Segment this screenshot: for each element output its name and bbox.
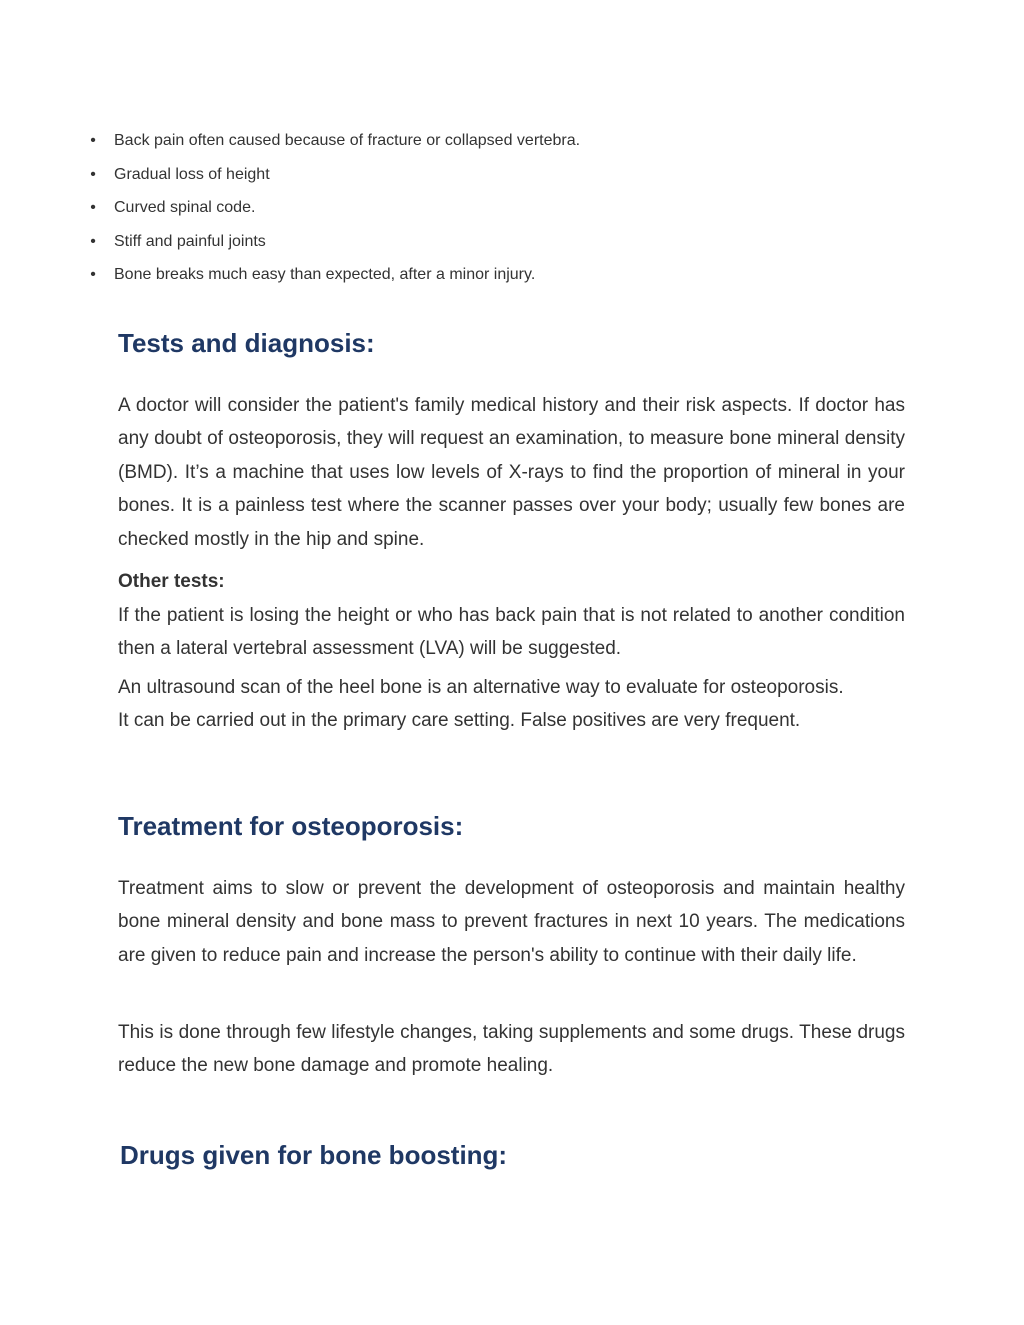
- list-item: [0, 161, 1024, 195]
- bullet-marker: •: [90, 266, 96, 283]
- treatment-paragraph-1: Treatment aims to slow or prevent the development of osteoporosis and maintain healthy bone mineral density and bone mass to prevent fractures in next 10 years. The medications are given to reduce pain and increase the person's ability to continue with their daily life.: [118, 878, 905, 966]
- bullet-marker: •: [90, 232, 96, 250]
- drugs-heading: Drugs given for bone boosting:: [120, 1140, 508, 1170]
- list-item-text: Back pain often caused because of fracture or collapsed vertebra.: [114, 132, 581, 149]
- list-item-text: Curved spinal code.: [114, 199, 256, 216]
- list-item: [0, 194, 1024, 228]
- ultrasound-line-2: It can be carried out in the primary care setting. False positives are very frequent.: [118, 710, 801, 731]
- list-item: [0, 127, 1024, 161]
- other-tests-heading: Other tests:: [118, 571, 225, 592]
- other-tests-paragraph: If the patient is losing the height or who has back pain that is not related to another condition then a lateral vertebral assessment (LVA) will be suggested.: [118, 605, 905, 660]
- bullet-marker: •: [90, 165, 96, 183]
- ultrasound-line-1: An ultrasound scan of the heel bone is an alternative way to evaluate for osteoporosis.: [118, 677, 844, 698]
- list-item-text: Gradual loss of height: [114, 165, 270, 183]
- treatment-heading: Treatment for osteoporosis:: [118, 811, 464, 841]
- symptom-list: [0, 127, 1024, 295]
- list-item: [0, 228, 1024, 262]
- list-item: [0, 261, 1024, 295]
- tests-heading: Tests and diagnosis:: [118, 328, 375, 358]
- treatment-paragraph-2: This is done through few lifestyle changes, taking supplements and some drugs. These drugs reduce the new bone damage and promote healing.: [118, 1022, 905, 1077]
- tests-paragraph: A doctor will consider the patient's family medical history and their risk aspects. If doctor has any doubt of osteoporosis, they will request an examination, to measure bone mineral density (BMD). It’s a machine that uses low levels of X-rays to find the proportion of mineral in your bones. It is a painless test where the scanner passes over your body; usually few bones are checked mostly in the hip and spine.: [118, 395, 905, 550]
- bullet-marker: •: [90, 199, 96, 216]
- list-item-text: Stiff and painful joints: [114, 232, 266, 250]
- bullet-marker: •: [90, 132, 96, 149]
- list-item-text: Bone breaks much easy than expected, after a minor injury.: [114, 266, 536, 283]
